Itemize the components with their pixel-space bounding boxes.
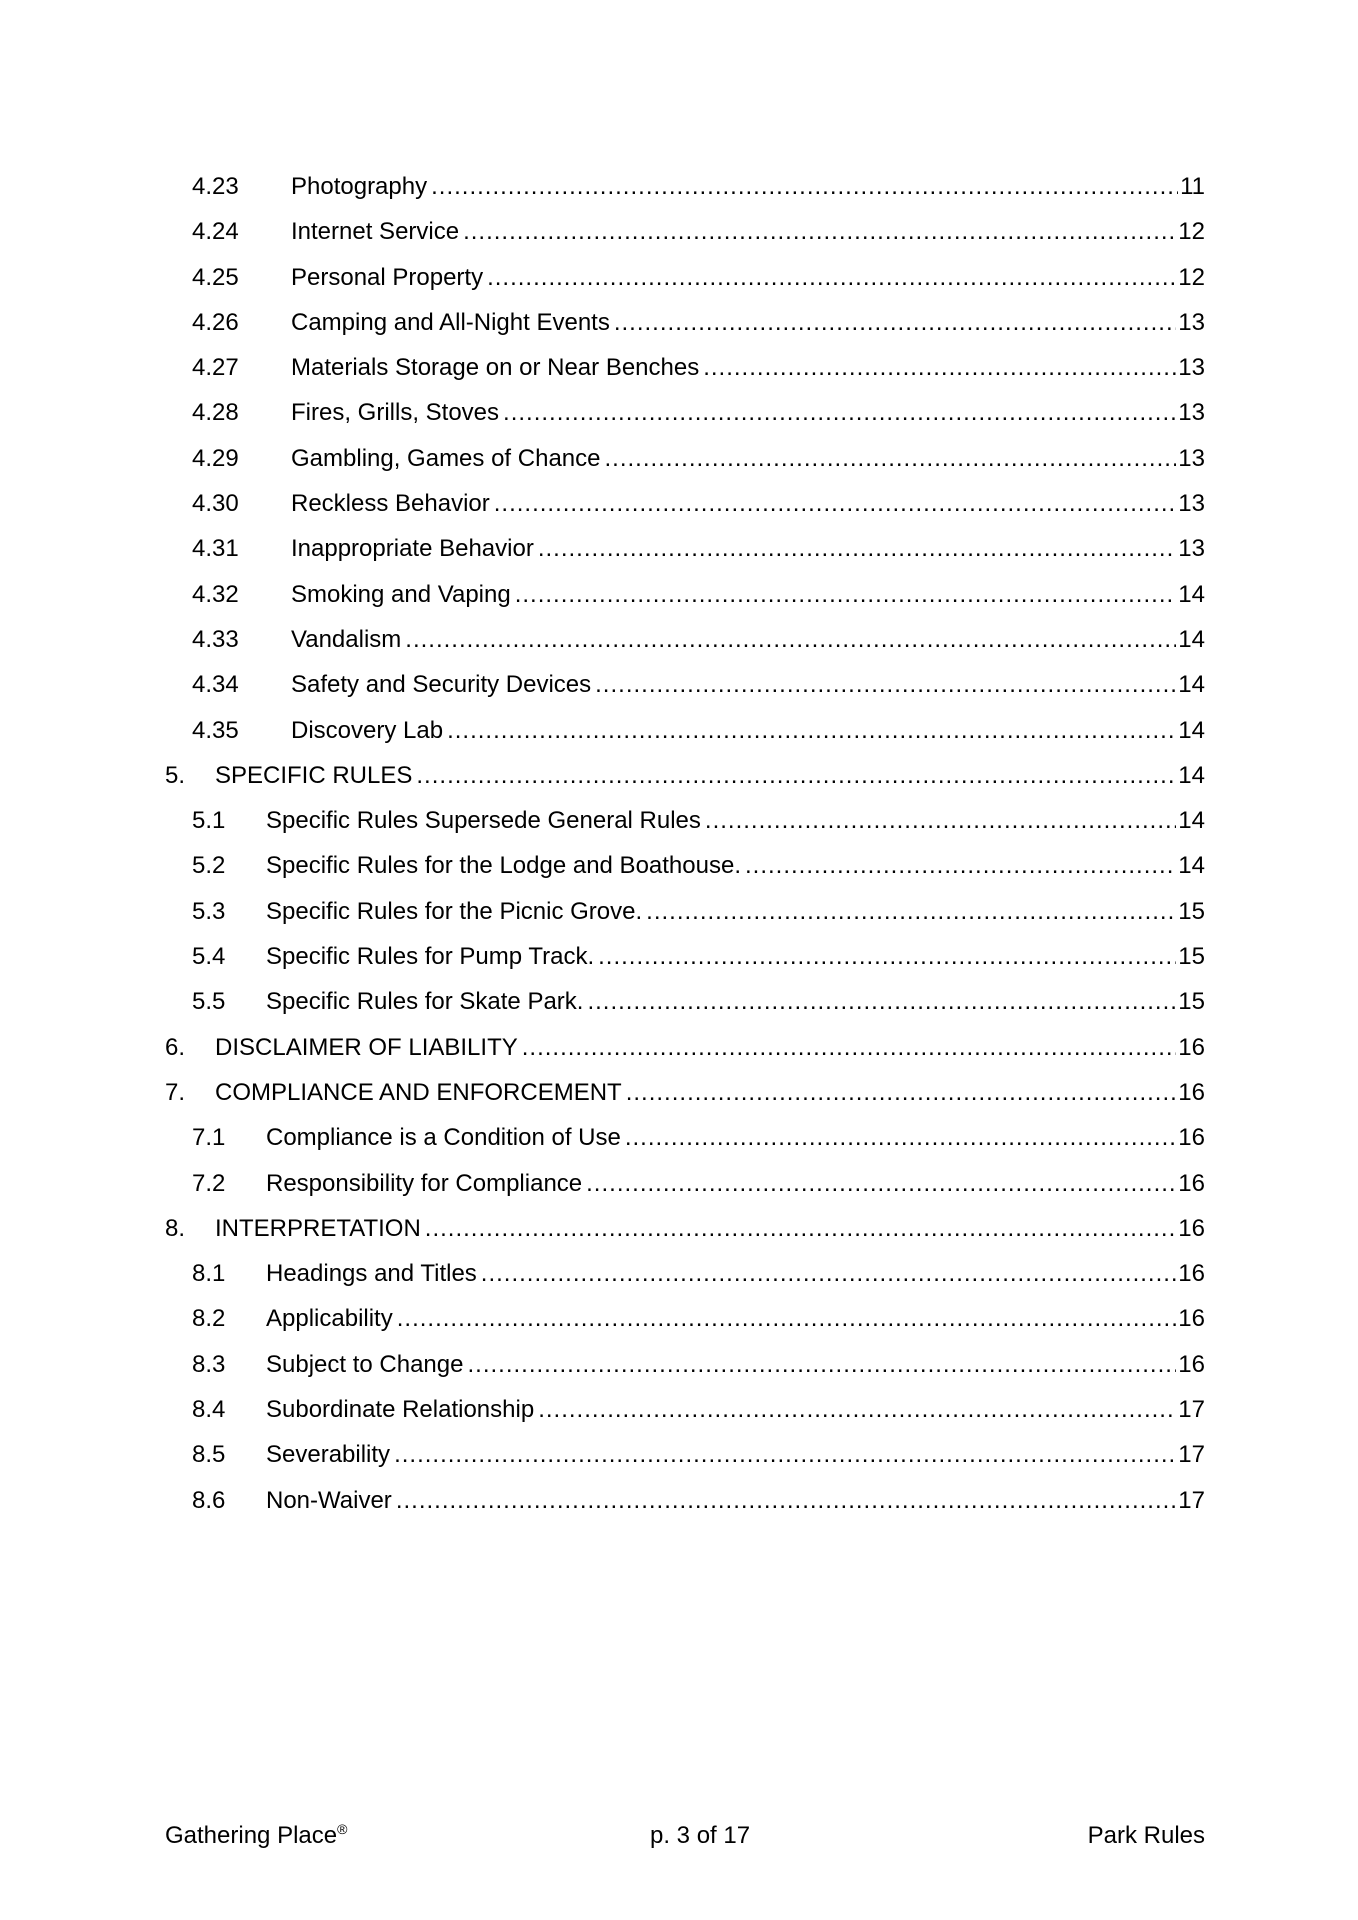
toc-entry-title: Inappropriate Behavior	[291, 535, 534, 563]
toc-entry-number: 4.28	[192, 399, 239, 427]
toc-entry-number: 5.1	[192, 807, 226, 835]
footer-page-number: p. 3 of 17	[650, 1822, 751, 1849]
toc-dot-leader	[745, 843, 1176, 888]
toc-entry-title: COMPLIANCE AND ENFORCEMENT	[215, 1078, 622, 1106]
toc-entry-title: Responsibility for Compliance	[266, 1169, 583, 1197]
footer-document-name	[165, 1818, 347, 1854]
toc-entry-page: 16	[1178, 1033, 1205, 1061]
toc-entry[interactable]	[165, 1387, 1205, 1432]
toc-entry-page: 15	[1178, 897, 1205, 925]
toc-entry-number: 5.3	[192, 897, 226, 925]
toc-entry-number: 8.2	[192, 1305, 226, 1333]
toc-entry-page: 14	[1178, 807, 1205, 835]
toc-entry-title: Specific Rules Supersede General Rules	[266, 807, 701, 835]
toc-entry-number: 7.	[165, 1078, 186, 1106]
toc-dot-leader	[405, 617, 1176, 662]
toc-dot-leader	[538, 1387, 1176, 1432]
toc-dot-leader	[396, 1478, 1176, 1523]
toc-entry-page: 16	[1178, 1305, 1205, 1333]
toc-entry-page: 16	[1178, 1260, 1205, 1288]
toc-entry-number: 4.25	[192, 263, 239, 291]
toc-entry-number: 6.	[165, 1033, 186, 1061]
toc-entry-title: SPECIFIC RULES	[215, 761, 413, 789]
toc-entry[interactable]	[165, 617, 1205, 662]
toc-entry[interactable]	[165, 979, 1205, 1024]
toc-entry-title: Specific Rules for Skate Park.	[266, 988, 584, 1016]
toc-dot-leader	[586, 1161, 1176, 1206]
toc-entry[interactable]	[165, 255, 1205, 300]
footer-section-name: Park Rules	[1087, 1822, 1205, 1849]
toc-entry-title: Personal Property	[291, 263, 484, 291]
toc-entry-title: Compliance is a Condition of Use	[266, 1124, 621, 1152]
toc-entry-page: 11	[1180, 173, 1205, 200]
toc-entry[interactable]	[165, 1025, 1205, 1070]
toc-entry[interactable]	[165, 300, 1205, 345]
toc-entry-title: Specific Rules for Pump Track.	[266, 943, 595, 971]
toc-entry-title: Applicability	[266, 1305, 393, 1333]
toc-entry-number: 7.2	[192, 1169, 226, 1197]
toc-entry-page: 12	[1178, 218, 1205, 246]
toc-entry-page: 13	[1178, 490, 1205, 518]
toc-entry-title: Vandalism	[291, 625, 402, 653]
toc-entry-page: 13	[1178, 535, 1205, 563]
toc-entry-number: 8.6	[192, 1486, 226, 1514]
toc-entry[interactable]	[165, 164, 1205, 209]
toc-dot-leader	[522, 1025, 1177, 1070]
toc-dot-leader	[515, 572, 1177, 617]
toc-entry-number: 7.1	[192, 1124, 226, 1152]
toc-entry-page: 15	[1178, 943, 1205, 971]
toc-dot-leader	[467, 1342, 1176, 1387]
toc-entry-title: Non-Waiver	[266, 1486, 392, 1514]
toc-entry-title: Fires, Grills, Stoves	[291, 399, 500, 427]
toc-entry-number: 4.26	[192, 308, 239, 336]
toc-entry-number: 4.31	[192, 535, 239, 563]
toc-entry-page: 17	[1178, 1441, 1205, 1469]
toc-dot-leader	[625, 1115, 1176, 1160]
toc-entry-number: 4.27	[192, 354, 239, 382]
toc-dot-leader	[397, 1296, 1177, 1341]
toc-dot-leader	[705, 798, 1176, 843]
toc-dot-leader	[494, 481, 1177, 526]
toc-entry-page: 14	[1178, 580, 1205, 608]
toc-entry-title: Materials Storage on or Near Benches	[291, 354, 700, 382]
toc-entry-number: 4.24	[192, 218, 239, 246]
toc-entry-page: 16	[1178, 1169, 1205, 1197]
toc-entry-page: 14	[1178, 761, 1205, 789]
toc-entry-title: Safety and Security Devices	[291, 671, 592, 699]
toc-entry-page: 16	[1178, 1124, 1205, 1152]
toc-entry[interactable]	[165, 481, 1205, 526]
toc-entry-number: 4.29	[192, 444, 239, 472]
toc-dot-leader	[463, 209, 1176, 254]
toc-entry-page: 14	[1178, 671, 1205, 699]
toc-dot-leader	[538, 526, 1176, 571]
toc-entry-number: 4.33	[192, 625, 239, 653]
toc-dot-leader	[646, 889, 1176, 934]
toc-entry-page: 13	[1178, 308, 1205, 336]
toc-entry[interactable]	[165, 753, 1205, 798]
toc-entry-title: DISCLAIMER OF LIABILITY	[215, 1033, 518, 1061]
toc-entry[interactable]	[165, 1296, 1205, 1341]
toc-entry[interactable]	[165, 526, 1205, 571]
toc-entry-title: Specific Rules for the Lodge and Boathouse.	[266, 852, 741, 880]
toc-entry-number: 4.30	[192, 490, 239, 518]
toc-entry[interactable]	[165, 1251, 1205, 1296]
toc-entry[interactable]	[165, 436, 1205, 481]
toc-entry-number: 8.4	[192, 1396, 226, 1424]
toc-entry-number: 4.34	[192, 671, 239, 699]
toc-entry[interactable]	[165, 934, 1205, 979]
toc-dot-leader	[703, 345, 1176, 390]
toc-dot-leader	[626, 1070, 1177, 1115]
toc-entry-number: 8.5	[192, 1441, 226, 1469]
toc-entry-number: 5.4	[192, 943, 226, 971]
toc-entry-title: Reckless Behavior	[291, 490, 490, 518]
page-footer	[165, 1818, 1205, 1854]
toc-entry-title: Severability	[266, 1441, 391, 1469]
toc-entry-number: 5.	[165, 761, 186, 789]
registered-trademark-mark: ®	[337, 1821, 348, 1837]
toc-entry-title: Smoking and Vaping	[291, 580, 511, 608]
toc-entry[interactable]	[165, 843, 1205, 888]
toc-entry-page: 12	[1178, 263, 1205, 291]
toc-dot-leader	[487, 255, 1176, 300]
toc-entry-page: 13	[1178, 354, 1205, 382]
toc-entry-page: 16	[1178, 1214, 1205, 1242]
toc-entry-number: 5.5	[192, 988, 226, 1016]
toc-entry-title: Subordinate Relationship	[266, 1396, 535, 1424]
toc-entry-page: 16	[1178, 1350, 1205, 1378]
toc-entry[interactable]	[165, 889, 1205, 934]
toc-entry[interactable]	[165, 662, 1205, 707]
toc-dot-leader	[604, 436, 1176, 481]
toc-dot-leader	[447, 708, 1176, 753]
toc-entry-title: Camping and All-Night Events	[291, 308, 610, 336]
toc-entry-title: Specific Rules for the Picnic Grove.	[266, 897, 643, 925]
toc-entry[interactable]	[165, 209, 1205, 254]
toc-entry-title: Internet Service	[291, 218, 460, 246]
toc-entry[interactable]	[165, 1342, 1205, 1387]
toc-dot-leader	[595, 662, 1176, 707]
toc-dot-leader	[481, 1251, 1177, 1296]
toc-dot-leader	[394, 1432, 1176, 1477]
toc-entry[interactable]	[165, 1206, 1205, 1251]
toc-entry-number: 8.	[165, 1214, 186, 1242]
toc-entry[interactable]	[165, 345, 1205, 390]
toc-entry[interactable]	[165, 1161, 1205, 1206]
toc-entry-number: 4.32	[192, 580, 239, 608]
toc-entry-number: 4.23	[192, 173, 239, 200]
toc-entry[interactable]	[165, 1115, 1205, 1160]
toc-entry-page: 14	[1178, 852, 1205, 880]
toc-dot-leader	[503, 390, 1176, 435]
toc-dot-leader	[416, 753, 1176, 798]
toc-entry-number: 4.35	[192, 716, 239, 744]
toc-entry-page: 17	[1178, 1396, 1205, 1424]
toc-dot-leader	[431, 164, 1178, 209]
table-of-contents	[165, 164, 1205, 1523]
toc-entry-page: 17	[1178, 1486, 1205, 1514]
toc-dot-leader	[598, 934, 1176, 979]
toc-entry-page: 15	[1178, 988, 1205, 1016]
toc-entry[interactable]	[165, 1432, 1205, 1477]
toc-entry[interactable]	[165, 1070, 1205, 1115]
toc-entry-page: 14	[1178, 716, 1205, 744]
toc-dot-leader	[587, 979, 1176, 1024]
toc-entry-title: Headings and Titles	[266, 1260, 477, 1288]
toc-entry[interactable]	[165, 572, 1205, 617]
toc-entry-title: Subject to Change	[266, 1350, 464, 1378]
toc-entry-number: 8.1	[192, 1260, 226, 1288]
toc-entry-page: 13	[1178, 399, 1205, 427]
footer-document-name-text: Gathering Place	[165, 1822, 338, 1849]
toc-entry-title: Photography	[291, 173, 428, 200]
toc-dot-leader	[425, 1206, 1177, 1251]
toc-dot-leader	[614, 300, 1176, 345]
toc-entry[interactable]	[165, 708, 1205, 753]
toc-entry-page: 14	[1178, 625, 1205, 653]
toc-entry-title: Discovery Lab	[291, 716, 444, 744]
toc-entry-title: INTERPRETATION	[215, 1214, 421, 1242]
toc-entry[interactable]	[165, 390, 1205, 435]
toc-entry-number: 5.2	[192, 852, 226, 880]
toc-entry-page: 13	[1178, 444, 1205, 472]
toc-entry[interactable]	[165, 1478, 1205, 1523]
toc-entry[interactable]	[165, 798, 1205, 843]
toc-entry-title: Gambling, Games of Chance	[291, 444, 601, 472]
toc-entry-page: 16	[1178, 1078, 1205, 1106]
toc-entry-number: 8.3	[192, 1350, 226, 1378]
